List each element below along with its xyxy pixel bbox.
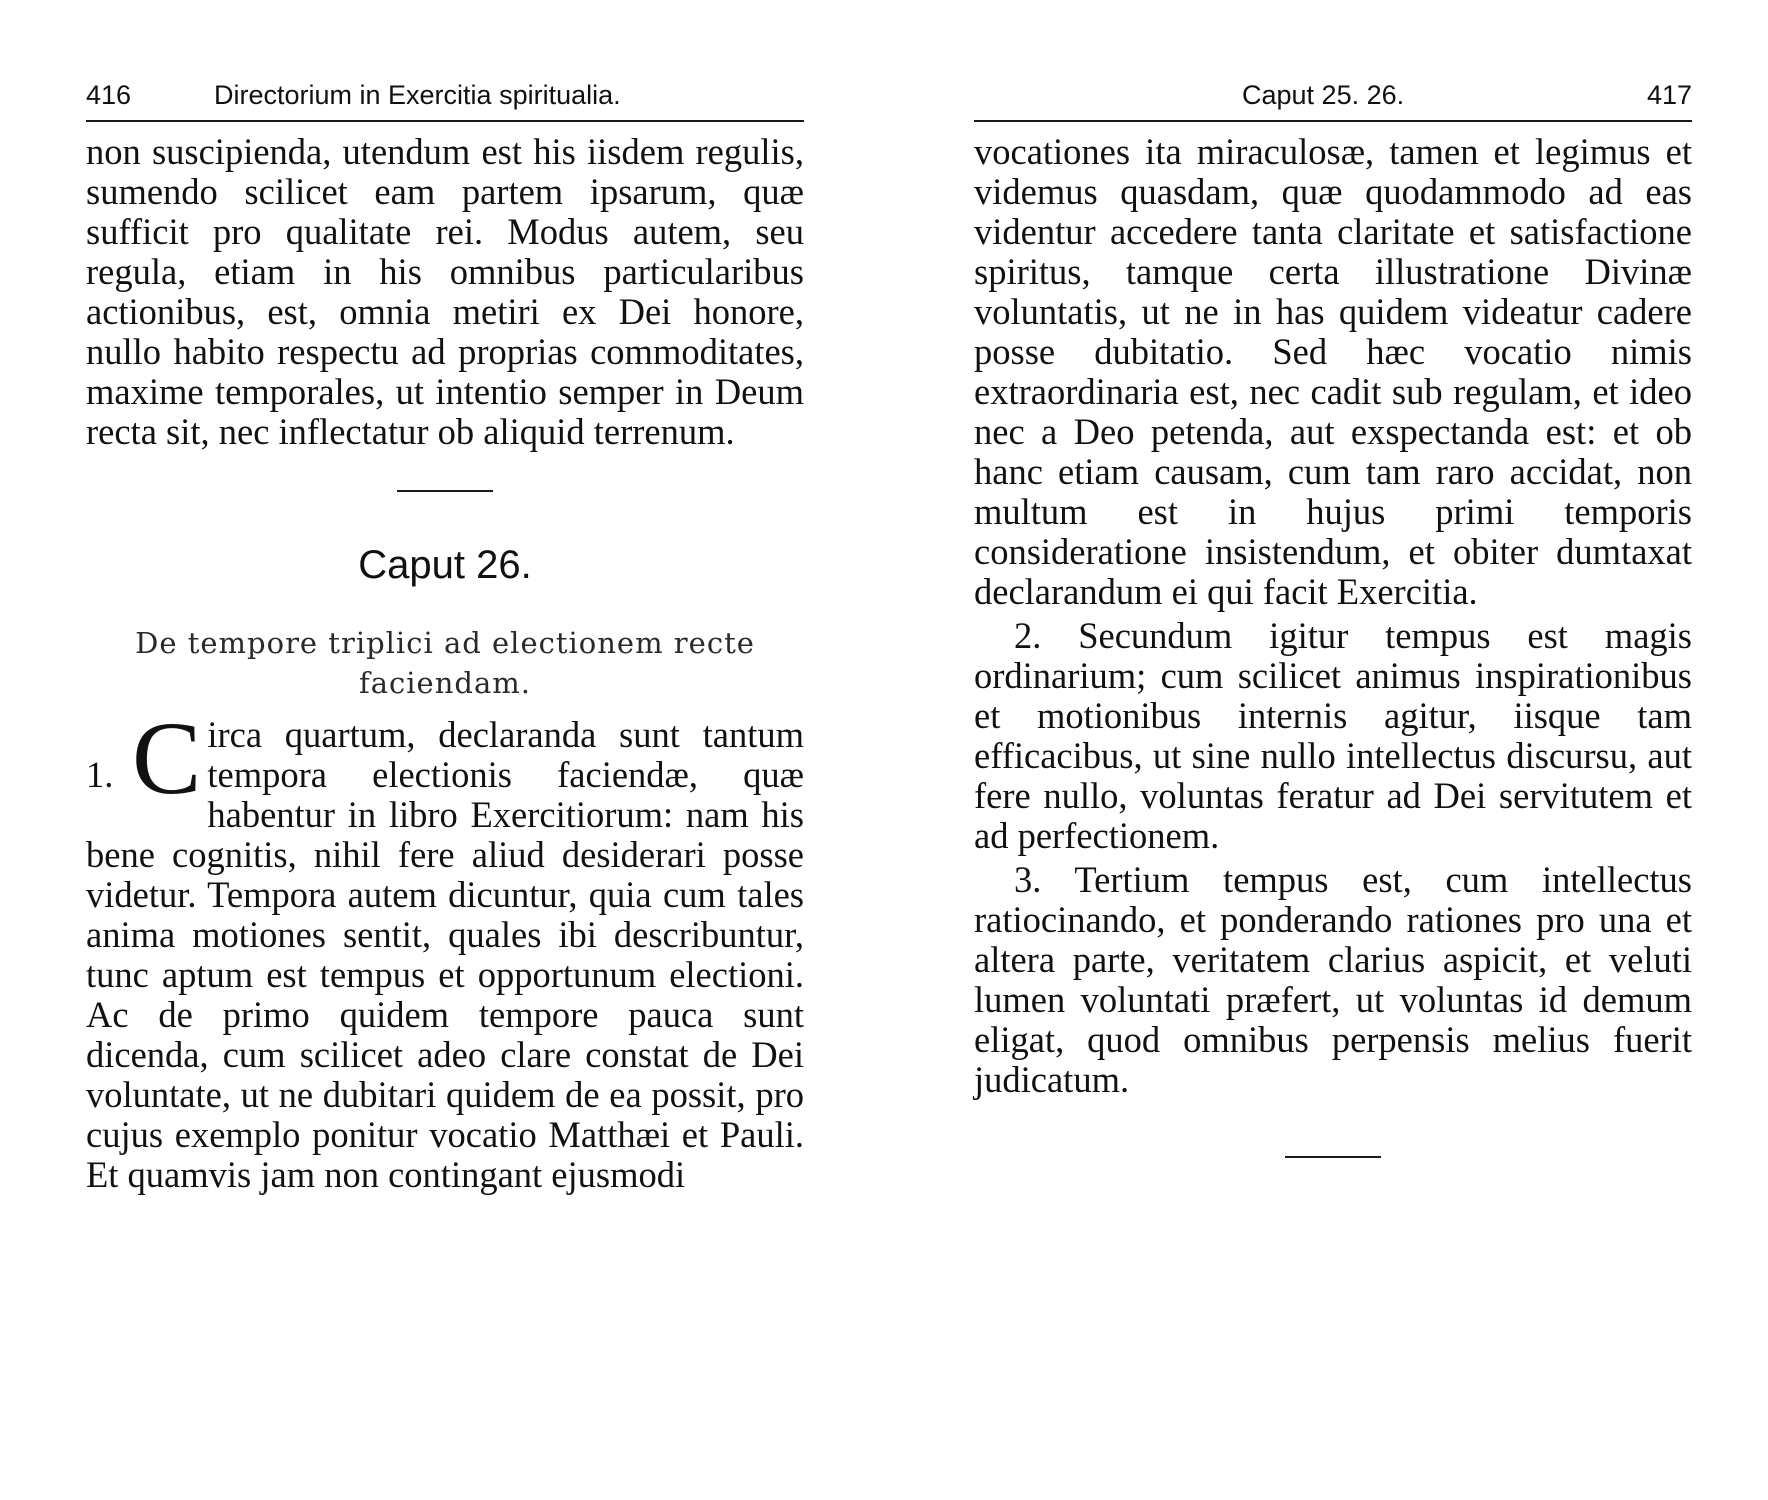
right-page-body	[974, 132, 1692, 1158]
opening-paragraph: non suscipienda, utendum est his iisdem regulis, sumendo scilicet eam partem ipsarum, quæ sufficit pro qualitate rei. Modus autem, seu regula, etiam in his omnibus particularibus actionibus, est, omnia metiri ex Dei honore, nullo habito respectu ad proprias commoditates, maxime temporales, ut intentio semper in Deum recta sit, nec inflectatur ob aliquid terrenum.	[86, 131, 804, 452]
left-page	[86, 76, 804, 1195]
section-separator	[397, 490, 493, 492]
paragraph-1-text: irca quartum, declaranda sunt tantum tempora electionis faciendæ, quæ habentur in libro Exercitiorum: nam his bene cognitis, nihil fere aliud desiderari posse videtur. Tempora autem dicuntur, quia cum tales anima motiones sentit, quales ibi describuntur, tunc aptum est tempus et opportunum electioni. Ac de primo quidem tempore pauca sunt dicenda, cum scilicet adeo clare constat de Dei voluntate, ut ne dubitari quidem de ea possit, pro cujus exemplo ponitur vocatio Matthæi et Pauli. Et quamvis jam non contingant ejusmodi	[86, 714, 804, 1196]
chapter-subtitle: De tempore triplici ad electionem recte faciendam.	[135, 626, 755, 701]
right-running-head	[974, 76, 1692, 114]
left-running-head	[86, 76, 804, 114]
paragraph-2: 2. Secundum igitur tempus est magis ordinarium; cum scilicet animus inspirationibus et motionibus internis agitur, iisque tam efficacibus, ut sine nullo intellectus discursu, aut fere nullo, voluntas feratur ad Dei servitutem et ad perfectionem.	[974, 615, 1692, 856]
left-running-title: Directorium in Exercitia spiritualia.	[214, 80, 621, 110]
drop-cap-letter: C	[132, 701, 202, 817]
paragraph-1-number: 1.	[86, 754, 114, 796]
chapter-title: Caput 26.	[358, 543, 532, 587]
right-running-title: Caput 25. 26.	[1242, 80, 1405, 110]
continuation-paragraph: vocationes ita miraculosæ, tamen et legimus et videmus quasdam, quæ quodammodo ad eas videntur accedere tanta claritate et satisfactione spiritus, tamque certa illustratione Divinæ voluntatis, ut ne in has quidem videatur cadere posse dubitatio. Sed hæc vocatio nimis extraordinaria est, nec cadit sub regulam, et ideo nec a Deo petenda, aut exspectanda est: et ob hanc etiam causam, cum tam raro accidat, non multum est in hujus primi temporis consideratione insistendum, et obiter dumtaxat declarandum ei qui facit Exercitia.	[974, 131, 1692, 612]
left-page-body	[86, 132, 804, 1195]
paragraph-3: 3. Tertium tempus est, cum intellectus ratiocinando, et ponderando rationes pro una et altera parte, veritatem clarius aspicit, et veluti lumen voluntati præfert, ut voluntas id demum eligat, quod omnibus perpensis melius fuerit judicatum.	[974, 859, 1692, 1100]
left-header-rule	[86, 120, 804, 122]
end-separator	[1285, 1156, 1381, 1158]
left-page-number: 416	[86, 80, 132, 110]
right-page	[974, 76, 1692, 1158]
right-header-rule	[974, 120, 1692, 122]
paragraph-1	[86, 701, 804, 1196]
right-page-number: 417	[1646, 80, 1692, 110]
